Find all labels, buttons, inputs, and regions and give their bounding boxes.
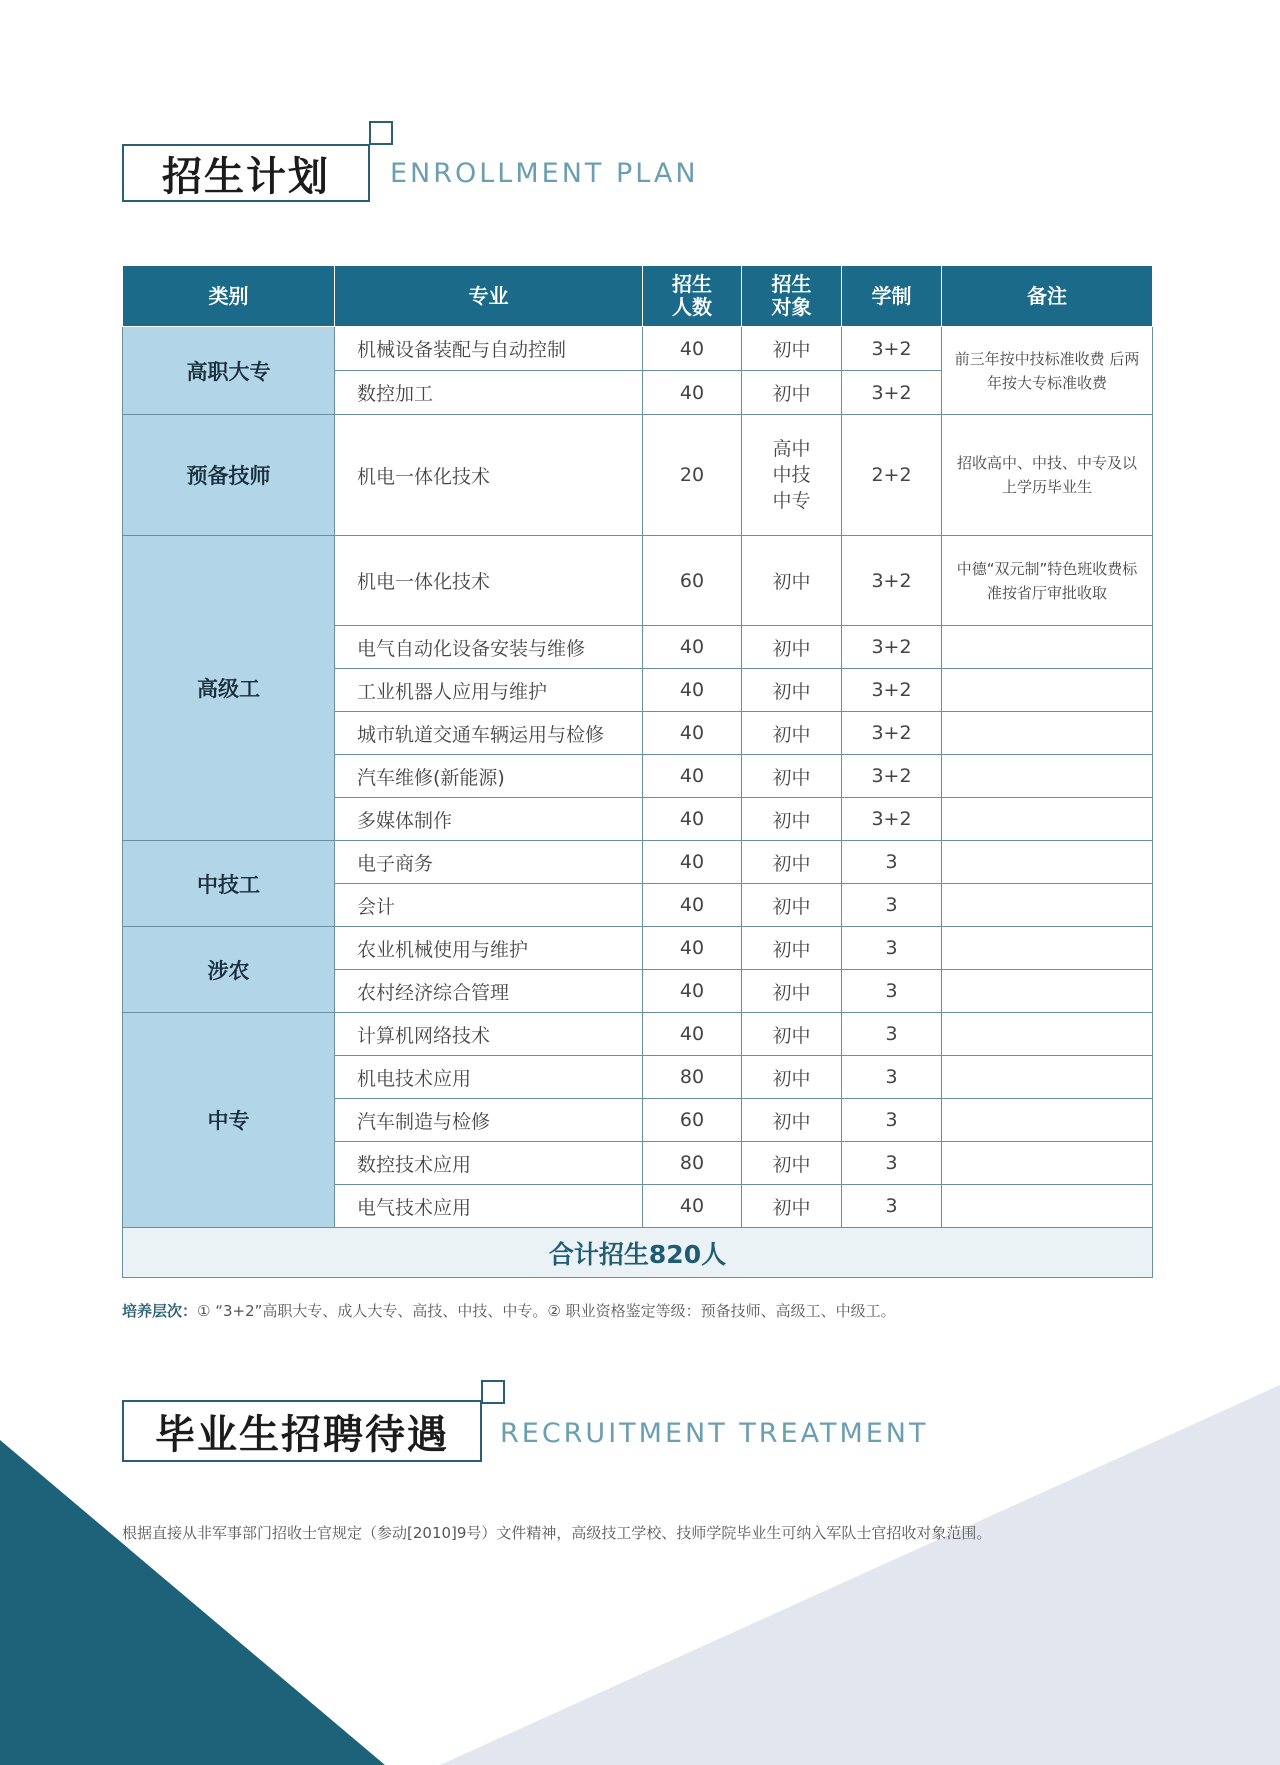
note-cell-empty bbox=[942, 1056, 1153, 1099]
duration-cell: 3 bbox=[842, 1099, 942, 1142]
table-header-row bbox=[123, 266, 1153, 327]
major-cell: 计算机网络技术 bbox=[335, 1013, 643, 1056]
note-cell-empty bbox=[942, 1099, 1153, 1142]
recruitment-paragraph: 根据直接从非军事部门招收士官规定（参动[2010]9号）文件精神，高级技工学校、技师学院毕业生可纳入军队士官招收对象范围。 bbox=[122, 1524, 992, 1542]
target-cell: 初中 bbox=[742, 371, 842, 415]
table-row bbox=[123, 927, 1153, 970]
count-cell: 40 bbox=[643, 712, 742, 755]
target-cell: 初中 bbox=[742, 1013, 842, 1056]
duration-cell: 3 bbox=[842, 841, 942, 884]
note-cell-empty bbox=[942, 626, 1153, 669]
note-cell-empty bbox=[942, 884, 1153, 927]
duration-cell: 3 bbox=[842, 1142, 942, 1185]
target-cell: 初中 bbox=[742, 1099, 842, 1142]
duration-cell: 3 bbox=[842, 1013, 942, 1056]
header-category: 类别 bbox=[123, 266, 335, 327]
duration-cell: 3+2 bbox=[842, 327, 942, 371]
table-row bbox=[123, 415, 1153, 536]
section-title-en: ENROLLMENT PLAN bbox=[390, 158, 699, 189]
title-corner-square bbox=[369, 121, 393, 145]
footnote-label: 培养层次： bbox=[122, 1302, 198, 1320]
major-cell: 数控加工 bbox=[335, 371, 643, 415]
duration-cell: 3+2 bbox=[842, 371, 942, 415]
duration-cell: 3+2 bbox=[842, 798, 942, 841]
note-cell-empty bbox=[942, 1142, 1153, 1185]
section-title-cn: 招生计划 bbox=[122, 144, 370, 202]
count-cell: 40 bbox=[643, 669, 742, 712]
duration-cell: 3 bbox=[842, 1056, 942, 1099]
duration-cell: 3 bbox=[842, 1185, 942, 1228]
duration-cell: 3+2 bbox=[842, 755, 942, 798]
target-cell: 初中 bbox=[742, 1056, 842, 1099]
count-cell: 40 bbox=[643, 371, 742, 415]
duration-cell: 3 bbox=[842, 927, 942, 970]
major-cell: 电子商务 bbox=[335, 841, 643, 884]
note-cell-empty bbox=[942, 970, 1153, 1013]
header-major: 专业 bbox=[335, 266, 643, 327]
duration-cell: 3+2 bbox=[842, 669, 942, 712]
major-cell: 会计 bbox=[335, 884, 643, 927]
table-row bbox=[123, 1013, 1153, 1056]
note-cell-empty bbox=[942, 1185, 1153, 1228]
target-cell: 初中 bbox=[742, 841, 842, 884]
table-row bbox=[123, 536, 1153, 626]
target-cell: 初中 bbox=[742, 798, 842, 841]
target-cell: 初中 bbox=[742, 626, 842, 669]
major-cell: 城市轨道交通车辆运用与检修 bbox=[335, 712, 643, 755]
note-cell-empty bbox=[942, 841, 1153, 884]
note-cell: 招收高中、中技、中专及以上学历毕业生 bbox=[942, 415, 1153, 536]
target-cell: 初中 bbox=[742, 755, 842, 798]
target-cell: 初中 bbox=[742, 712, 842, 755]
duration-cell: 3+2 bbox=[842, 712, 942, 755]
target-cell: 初中 bbox=[742, 536, 842, 626]
training-levels-note bbox=[122, 1300, 1162, 1321]
note-cell-empty bbox=[942, 927, 1153, 970]
target-cell: 初中 bbox=[742, 1185, 842, 1228]
category-cell: 中专 bbox=[123, 1013, 335, 1228]
note-cell-empty bbox=[942, 755, 1153, 798]
category-cell: 中技工 bbox=[123, 841, 335, 927]
target-cell: 高中 中技 中专 bbox=[742, 415, 842, 536]
major-cell: 多媒体制作 bbox=[335, 798, 643, 841]
count-cell: 60 bbox=[643, 1099, 742, 1142]
count-cell: 40 bbox=[643, 755, 742, 798]
enrollment-plan-table bbox=[122, 265, 1153, 1278]
header-count: 招生人数 bbox=[643, 266, 742, 327]
count-cell: 40 bbox=[643, 970, 742, 1013]
target-cell: 初中 bbox=[742, 1142, 842, 1185]
category-cell: 高级工 bbox=[123, 536, 335, 841]
section-title-cn: 毕业生招聘待遇 bbox=[122, 1400, 482, 1462]
target-cell: 初中 bbox=[742, 327, 842, 371]
duration-cell: 3 bbox=[842, 970, 942, 1013]
note-cell-empty bbox=[942, 1013, 1153, 1056]
major-cell: 机电一体化技术 bbox=[335, 415, 643, 536]
duration-cell: 3+2 bbox=[842, 626, 942, 669]
table-row bbox=[123, 841, 1153, 884]
major-cell: 农业机械使用与维护 bbox=[335, 927, 643, 970]
count-cell: 40 bbox=[643, 1185, 742, 1228]
category-cell: 涉农 bbox=[123, 927, 335, 1013]
category-cell: 高职大专 bbox=[123, 327, 335, 415]
count-cell: 40 bbox=[643, 798, 742, 841]
count-cell: 80 bbox=[643, 1142, 742, 1185]
major-cell: 汽车制造与检修 bbox=[335, 1099, 643, 1142]
duration-cell: 3+2 bbox=[842, 536, 942, 626]
section-title-en: RECRUITMENT TREATMENT bbox=[500, 1418, 929, 1449]
header-duration: 学制 bbox=[842, 266, 942, 327]
total-row bbox=[123, 1228, 1153, 1278]
total-cell: 合计招生820人 bbox=[123, 1228, 1153, 1278]
count-cell: 80 bbox=[643, 1056, 742, 1099]
header-note: 备注 bbox=[942, 266, 1153, 327]
category-cell: 预备技师 bbox=[123, 415, 335, 536]
table-row bbox=[123, 327, 1153, 371]
target-cell: 初中 bbox=[742, 884, 842, 927]
note-cell: 中德“双元制”特色班收费标准按省厅审批收取 bbox=[942, 536, 1153, 626]
title-corner-square bbox=[481, 1380, 505, 1404]
major-cell: 汽车维修(新能源) bbox=[335, 755, 643, 798]
header-target: 招生对象 bbox=[742, 266, 842, 327]
count-cell: 40 bbox=[643, 884, 742, 927]
dark-teal-triangle bbox=[0, 1440, 385, 1765]
count-cell: 40 bbox=[643, 1013, 742, 1056]
duration-cell: 2+2 bbox=[842, 415, 942, 536]
duration-cell: 3 bbox=[842, 884, 942, 927]
note-cell: 前三年按中技标准收费 后两年按大专标准收费 bbox=[942, 327, 1153, 415]
count-cell: 40 bbox=[643, 626, 742, 669]
major-cell: 农村经济综合管理 bbox=[335, 970, 643, 1013]
note-cell-empty bbox=[942, 669, 1153, 712]
count-cell: 40 bbox=[643, 841, 742, 884]
count-cell: 40 bbox=[643, 927, 742, 970]
major-cell: 电气自动化设备安装与维修 bbox=[335, 626, 643, 669]
note-cell-empty bbox=[942, 712, 1153, 755]
major-cell: 工业机器人应用与维护 bbox=[335, 669, 643, 712]
major-cell: 机械设备装配与自动控制 bbox=[335, 327, 643, 371]
major-cell: 电气技术应用 bbox=[335, 1185, 643, 1228]
major-cell: 数控技术应用 bbox=[335, 1142, 643, 1185]
target-cell: 初中 bbox=[742, 669, 842, 712]
count-cell: 60 bbox=[643, 536, 742, 626]
target-cell: 初中 bbox=[742, 970, 842, 1013]
count-cell: 40 bbox=[643, 327, 742, 371]
target-cell: 初中 bbox=[742, 927, 842, 970]
footnote-text: ① “3+2”高职大专、成人大专、高技、中技、中专。② 职业资格鉴定等级：预备技师、高级工、中级工。 bbox=[197, 1302, 896, 1320]
note-cell-empty bbox=[942, 798, 1153, 841]
count-cell: 20 bbox=[643, 415, 742, 536]
major-cell: 机电一体化技术 bbox=[335, 536, 643, 626]
major-cell: 机电技术应用 bbox=[335, 1056, 643, 1099]
